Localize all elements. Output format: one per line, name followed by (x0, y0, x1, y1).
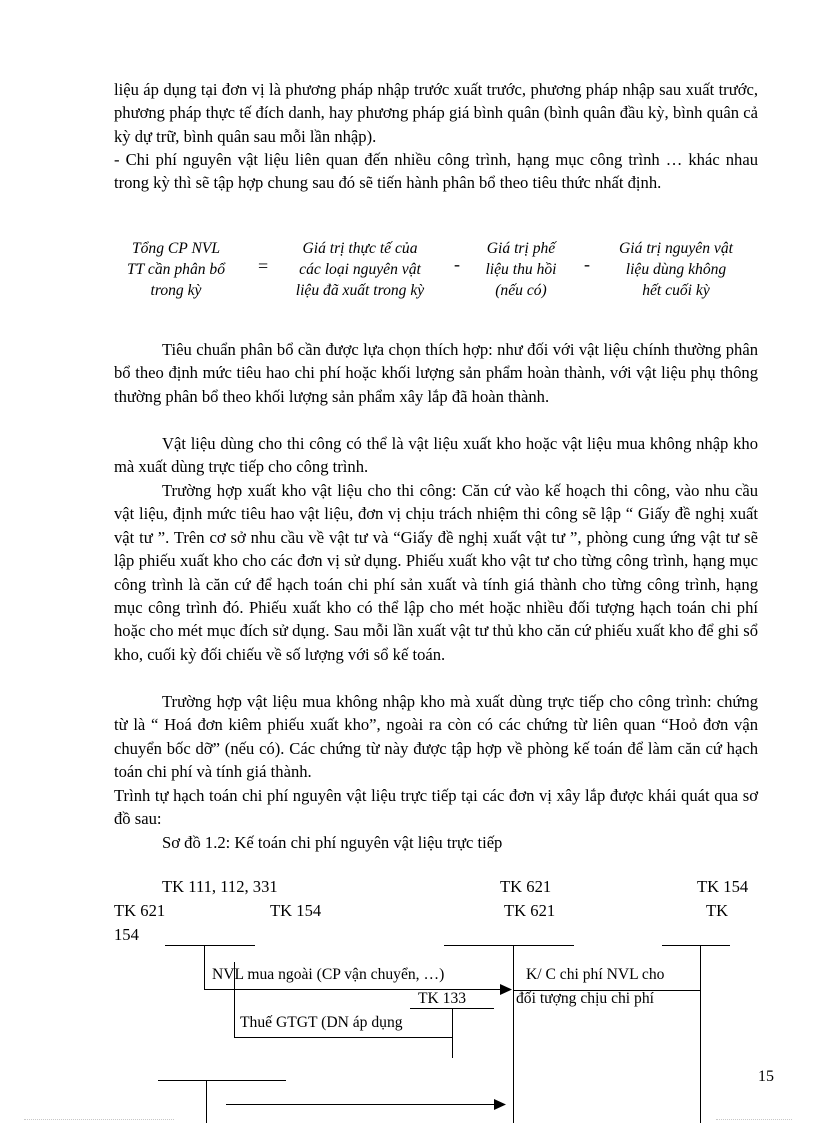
formula-line: (nếu có) (495, 282, 547, 299)
account-label: TK 154 (270, 901, 322, 920)
t-account-bar (444, 945, 574, 946)
entry-vat: Thuế GTGT (DN áp dụng (240, 1014, 403, 1031)
entry-line (452, 1008, 453, 1058)
t-account-stem (700, 946, 701, 1123)
paragraph-material-sources: Vật liệu dùng cho thi công có thể là vật liệu xuất kho hoặc vật liệu mua không nhập kho mà xuất dùng trực tiếp cho công trình. (114, 434, 758, 477)
footer-divider (716, 1119, 792, 1120)
t-account-bar (662, 945, 730, 946)
formula-line: hết cuối kỳ (642, 282, 710, 299)
entry-transfer: K/ C chi phí NVL cho (526, 966, 665, 983)
formula-term-scrap (468, 238, 574, 301)
account-label: TK 621 (114, 901, 166, 920)
formula-line: TT cần phân bổ (126, 261, 226, 278)
paragraph-warehouse-issue: Trường hợp xuất kho vật liệu cho thi công: Căn cứ vào kế hoạch thi công, vào nhu cầu vật liệu, định mức tiêu hao vật liệu, đơn vị chịu trách nhiệm thi công sẽ lập “ Giấy đề nghị xuất vật tư ”. Trên cơ sở nhu cầu về vật tư và “Giấy đề nghị xuất vật tư ”, phòng cung ứng vật tư sẽ lập phiếu xuất kho cho các đơn vị sử dụng. Phiếu xuất kho vật tư cho từng công trình, hạng mục công trình là căn cứ để hạch toán chi phí sản xuất và tính giá thành cho từng công trình, hạng mục công trình đó. Phiếu xuất kho có thể lập cho mét hoặc nhiều đối tượng hạch toán chi phí hoặc cho mét mục đích sử dụng. Sau mỗi lần xuất vật tư thủ kho căn cứ phiếu xuất kho để ghi sổ kho, cuối kỳ đối chiếu về số lượng với sổ kế toán. (114, 481, 758, 664)
formula-term-total (110, 238, 242, 301)
account-label: TK 111, 112, 331 (162, 877, 278, 896)
t-account-bar (158, 1080, 286, 1081)
account-label: TK (706, 901, 729, 920)
account-label: TK 154 (697, 877, 749, 896)
t-account-bar (165, 945, 255, 946)
paragraph-allocation-standard: Tiêu chuẩn phân bổ cần được lựa chọn thích hợp: như đối với vật liệu chính thường phân bổ theo định mức tiêu hao chi phí hoặc khối lượng sản phẩm hoàn thành, với vật liệu phụ thông thường phân bổ theo khối lượng sản phẩm xây lắp đã hoàn thành. (114, 340, 758, 406)
account-label: 154 (114, 925, 139, 944)
paragraph-allocation-intro: - Chi phí nguyên vật liệu liên quan đến nhiều công trình, hạng mục công trình … khác nhau trong kỳ thì sẽ tập hợp chung sau đó sẽ tiến hành phân bổ theo tiêu thức nhất định. (114, 150, 758, 193)
formula-line: các loại nguyên vật (299, 261, 421, 278)
arrow-head-icon (500, 984, 512, 995)
t-account-stem (204, 946, 205, 990)
diagram-caption: Sơ đồ 1.2: Kế toán chi phí nguyên vật liệu trực tiếp (162, 833, 503, 852)
account-label: TK 621 (500, 877, 552, 896)
page-number: 15 (758, 1068, 774, 1085)
paragraph-methods: liệu áp dụng tại đơn vị là phương pháp nhập trước xuất trước, phương pháp nhập sau xuất trước, phương pháp thực tế đích danh, hay phương pháp giá bình quân (bình quân đầu kỳ, bình quân cả kỳ dự trữ, bình quân sau mỗi lần nhập). (114, 80, 758, 146)
paragraph-direct-purchase: Trường hợp vật liệu mua không nhập kho mà xuất dùng trực tiếp cho công trình: chứng từ là “ Hoá đơn kiêm phiếu xuất kho”, ngoài ra còn có các chứng từ liên quan “Hoỏ đơn vận chuyển bốc dỡ” (nếu có). Các chứng từ này được tập hợp về phòng kế toán để làm căn cứ hạch toán chi phí và tính giá thành. (114, 692, 758, 782)
entry-cost-object: đối tượng chịu chi phí (516, 990, 654, 1007)
formula-equals: = (258, 256, 269, 276)
formula-line: Giá trị nguyên vật (619, 240, 733, 257)
formula-line: Giá trị phế (486, 240, 556, 257)
formula-line: liệu đã xuất trong kỳ (295, 282, 425, 299)
t-account-stem (513, 946, 514, 1123)
formula-term-unused (598, 238, 754, 301)
formula-line: liệu thu hồi (485, 261, 557, 278)
formula-line: liệu dùng không (625, 261, 727, 278)
account-label: TK 621 (504, 901, 556, 920)
formula-line: Tổng CP NVL (131, 240, 221, 257)
arrow-head-icon (494, 1099, 506, 1110)
entry-nvl-purchase: NVL mua ngoài (CP vận chuyển, …) (212, 966, 445, 983)
formula-term-actual (276, 238, 444, 301)
arrow-line (226, 1104, 498, 1105)
formula-line: trong kỳ (150, 282, 202, 299)
paragraph-procedure: Trình tự hạch toán chi phí nguyên vật liệu trực tiếp tại các đơn vị xây lắp được khái quát qua sơ đồ sau: (114, 786, 758, 829)
formula-minus-1: - (454, 254, 460, 274)
t-account-stem (206, 1081, 207, 1123)
footer-divider (24, 1119, 174, 1120)
entry-line (410, 1008, 494, 1009)
formula-line: Giá trị thực tế của (302, 240, 418, 257)
formula-minus-2: - (584, 254, 590, 274)
entry-tk133: TK 133 (418, 990, 467, 1007)
entry-line (234, 1037, 452, 1038)
